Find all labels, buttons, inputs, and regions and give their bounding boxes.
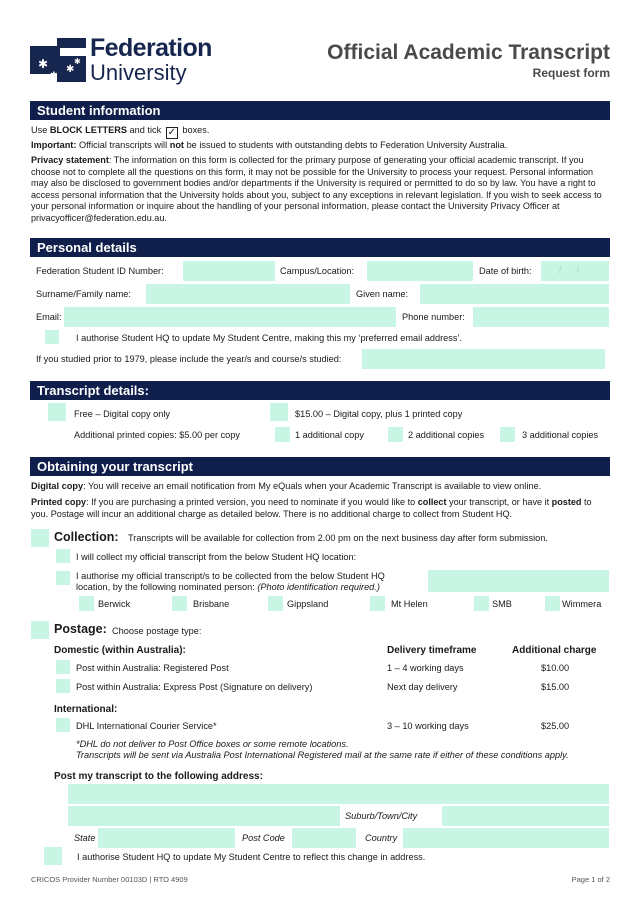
international-heading: International: xyxy=(54,704,118,715)
collect-self-checkbox[interactable] xyxy=(56,549,70,563)
obtaining-heading: Obtaining your transcript xyxy=(30,457,610,476)
additional-copies-label: Additional printed copies: $5.00 per copy xyxy=(74,430,240,440)
postcode-label: Post Code xyxy=(242,833,285,843)
copies-3-label: 3 additional copies xyxy=(522,430,599,440)
postage-checkbox[interactable] xyxy=(31,621,49,639)
collection-title: Collection: xyxy=(54,530,119,544)
printed-copy-note: Printed copy: If you are purchasing a printed version, you need to nominate if you would like to collect your transcript, or have it posted to you. Postage will incur an additional charge as detailed below. There is no additional charge to collect from Student HQ. xyxy=(31,497,592,519)
free-digital-label: Free – Digital copy only xyxy=(74,409,171,419)
logo-line2: University xyxy=(90,60,187,85)
collection-text: Transcripts will be available for collection from 2.00 pm on the next business day after form submission. xyxy=(128,533,548,543)
dhl-note-1: *DHL do not deliver to Post Office boxes or some remote locations. xyxy=(76,739,349,749)
logo-flag-icon xyxy=(30,38,86,82)
location-brisbane-checkbox[interactable] xyxy=(172,596,187,611)
nominee-name-field[interactable] xyxy=(428,570,609,592)
collect-self-label: I will collect my official transcript from the below Student HQ location: xyxy=(76,552,357,562)
location-berwick-checkbox[interactable] xyxy=(79,596,94,611)
svg-text:✱: ✱ xyxy=(66,64,75,75)
location-berwick-label: Berwick xyxy=(98,599,131,609)
given-label: Given name: xyxy=(356,289,409,299)
registered-post-label: Post within Australia: Registered Post xyxy=(76,663,229,673)
logo xyxy=(30,36,220,86)
registered-post-time: 1 – 4 working days xyxy=(387,663,464,673)
location-mt-helen-label: Mt Helen xyxy=(391,599,428,609)
authorise-email-label: I authorise Student HQ to update My Student Centre, making this my ‘preferred email address’. xyxy=(76,333,463,343)
address-heading: Post my transcript to the following address: xyxy=(54,771,263,782)
dhl-charge: $25.00 xyxy=(541,721,570,731)
campus-field[interactable] xyxy=(367,261,473,281)
copies-1-label: 1 additional copy xyxy=(295,430,364,440)
location-gippsland-label: Gippsland xyxy=(287,599,329,609)
express-post-time: Next day delivery xyxy=(387,682,458,692)
country-field[interactable] xyxy=(403,828,609,848)
postage-text: Choose postage type: xyxy=(112,626,202,636)
collect-nominee-checkbox[interactable] xyxy=(56,571,70,585)
page-number: Page 1 of 2 xyxy=(571,875,610,884)
svg-text:✱: ✱ xyxy=(50,71,58,81)
paid-copy-checkbox[interactable] xyxy=(270,403,288,421)
prior-1979-field[interactable] xyxy=(362,349,605,369)
personal-heading: Personal details xyxy=(30,238,610,257)
collect-nominee-line1: I authorise my official transcript/s to be collected from the below Student HQ xyxy=(76,571,385,581)
suburb-label: Suburb/Town/City xyxy=(345,811,418,821)
free-digital-checkbox[interactable] xyxy=(48,403,66,421)
surname-field[interactable] xyxy=(146,284,350,304)
location-smb-checkbox[interactable] xyxy=(474,596,489,611)
country-label: Country xyxy=(365,833,398,843)
location-gippsland-checkbox[interactable] xyxy=(268,596,283,611)
location-mt-helen-checkbox[interactable] xyxy=(370,596,385,611)
postcode-field[interactable] xyxy=(292,828,356,848)
student-info-heading: Student information xyxy=(30,101,610,120)
use-instructions: Use BLOCK LETTERS and tick ✓ boxes. xyxy=(31,125,210,138)
express-post-checkbox[interactable] xyxy=(56,679,70,693)
authorise-email-checkbox[interactable] xyxy=(45,330,59,344)
dhl-note-2: Transcripts will be sent via Australia Post International Registered mail at the same rate if either of these conditions apply. xyxy=(76,750,569,760)
page-title: Official Academic Transcript xyxy=(327,41,610,64)
location-wimmera-checkbox[interactable] xyxy=(545,596,560,611)
paid-copy-label: $15.00 – Digital copy, plus 1 printed copy xyxy=(295,409,463,419)
authorise-address-label: I authorise Student HQ to update My Student Centre to reflect this change in address. xyxy=(77,852,426,862)
svg-text:✱: ✱ xyxy=(74,57,81,66)
email-label: Email: xyxy=(36,312,62,322)
dhl-time: 3 – 10 working days xyxy=(387,721,469,731)
additional-charge-heading: Additional charge xyxy=(512,645,597,656)
transcript-heading: Transcript details: xyxy=(30,381,610,400)
postage-title: Postage: xyxy=(54,622,107,636)
delivery-timeframe-heading: Delivery timeframe xyxy=(387,645,477,656)
digital-copy-note: Digital copy: You will receive an email notification from My eQuals when your Academic Transcript is available to view online. xyxy=(31,481,542,491)
copies-2-checkbox[interactable] xyxy=(388,427,403,442)
express-post-charge: $15.00 xyxy=(541,682,570,692)
location-wimmera-label: Wimmera xyxy=(562,599,602,609)
address-line1-field[interactable] xyxy=(68,784,609,804)
email-field[interactable] xyxy=(64,307,396,327)
phone-field[interactable] xyxy=(473,307,609,327)
cricos-footer: CRICOS Provider Number 00103D | RTO 4909 xyxy=(31,875,188,884)
collection-checkbox[interactable] xyxy=(31,529,49,547)
prior-1979-label: If you studied prior to 1979, please include the year/s and course/s studied: xyxy=(36,354,342,364)
campus-label: Campus/Location: xyxy=(280,266,355,276)
student-id-label: Federation Student ID Number: xyxy=(36,266,164,276)
tick-box-icon: ✓ xyxy=(167,127,176,138)
student-id-field[interactable] xyxy=(183,261,275,281)
registered-post-checkbox[interactable] xyxy=(56,660,70,674)
dob-field[interactable] xyxy=(541,261,609,281)
copies-3-checkbox[interactable] xyxy=(500,427,515,442)
dob-label: Date of birth: xyxy=(479,266,532,276)
copies-1-checkbox[interactable] xyxy=(275,427,290,442)
state-field[interactable] xyxy=(98,828,235,848)
authorise-address-checkbox[interactable] xyxy=(44,847,62,865)
express-post-label: Post within Australia: Express Post (Signature on delivery) xyxy=(76,682,313,692)
page-subtitle: Request form xyxy=(532,66,610,80)
important-note: Important: Official transcripts will not be issued to students with outstanding debts to Federation University Australia. xyxy=(31,140,508,150)
svg-text:✱: ✱ xyxy=(38,57,49,71)
domestic-heading: Domestic (within Australia): xyxy=(54,645,186,656)
address-line2-field[interactable] xyxy=(68,806,340,826)
copies-2-label: 2 additional copies xyxy=(408,430,485,440)
surname-label: Surname/Family name: xyxy=(36,289,131,299)
privacy-statement: Privacy statement: The information on this form is collected for the primary purpose of generating your official academic transcript. If you choose not to complete all the questions on this form, it may not be possible for the University to process your request. Personal information may also be disclosed to government bodies and/or departments if the University is required or permitted to do so by law. You have a right to access personal information that the University holds about you, subject to any exceptions in relevant legislation. If you wish to seek access to your personal information or inquire about the handling of your personal information, please contact the University Privacy Officer at privacyofficer@federation.edu.au. xyxy=(31,155,602,223)
suburb-field[interactable] xyxy=(442,806,609,826)
given-name-field[interactable] xyxy=(420,284,609,304)
collect-nominee-line2: location, by the following nominated person: (Photo identification required.) xyxy=(76,582,380,592)
logo-line1: Federation xyxy=(90,34,212,62)
state-label: State xyxy=(74,833,96,843)
phone-label: Phone number: xyxy=(402,312,465,322)
location-brisbane-label: Brisbane xyxy=(193,599,230,609)
dhl-label: DHL International Courier Service* xyxy=(76,721,217,731)
location-smb-label: SMB xyxy=(492,599,512,609)
registered-post-charge: $10.00 xyxy=(541,663,570,673)
dhl-checkbox[interactable] xyxy=(56,718,70,732)
dob-separators: / / xyxy=(559,265,580,275)
